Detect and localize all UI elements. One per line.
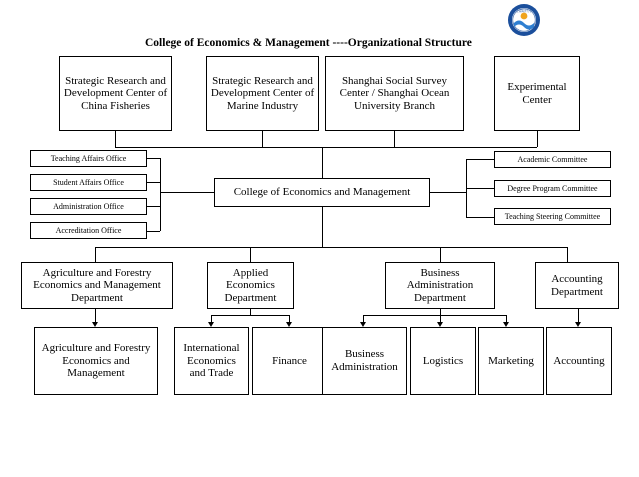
connector-left-to-center (160, 192, 214, 193)
committee-box-academic: Academic Committee (494, 151, 611, 168)
department-box-agriculture-forestry-economics: Agriculture and Forestry Economics and Management Department (21, 262, 173, 309)
committee-box-degree-program: Degree Program Committee (494, 180, 611, 197)
connector-dept-bus (95, 247, 567, 248)
connector-top-1 (115, 131, 116, 147)
connector-top-to-center (322, 147, 323, 178)
major-box-finance: Finance (252, 327, 327, 395)
office-box-teaching-affairs: Teaching Affairs Office (30, 150, 147, 167)
connector-dept-drop-1 (95, 247, 96, 262)
unit-box-strategic-marine-industry: Strategic Research and Development Center of Marine Industry (206, 56, 319, 131)
connector-left-stub-1 (147, 158, 160, 159)
major-box-agriculture-forestry-economics: Agriculture and Forestry Economics and Management (34, 327, 158, 395)
connector-business-bus (363, 315, 506, 316)
connector-right-stub-1 (466, 159, 494, 160)
unit-box-experimental-center: Experimental Center (494, 56, 580, 131)
department-box-business-administration: Business Administration Department (385, 262, 495, 309)
office-box-accreditation: Accreditation Office (30, 222, 147, 239)
committee-box-teaching-steering: Teaching Steering Committee (494, 208, 611, 225)
office-box-administration: Administration Office (30, 198, 147, 215)
office-box-student-affairs: Student Affairs Office (30, 174, 147, 191)
connector-left-stub-4 (147, 231, 160, 232)
connector-dept-drop-2 (250, 247, 251, 262)
connector-left-stub-2 (147, 182, 160, 183)
unit-box-shanghai-social-survey-center: Shanghai Social Survey Center / Shanghai Ocean University Branch (325, 56, 464, 131)
connector-right-stub-3 (466, 217, 494, 218)
connector-left-spine (160, 158, 161, 231)
connector-major-accounting (578, 309, 579, 323)
major-box-international-economics-trade: International Economics and Trade (174, 327, 249, 395)
major-box-marketing: Marketing (478, 327, 544, 395)
svg-text:上海海洋大学: 上海海洋大学 (516, 10, 532, 13)
connector-left-stub-3 (147, 206, 160, 207)
page-title: College of Economics & Management ----Organizational Structure (145, 37, 472, 49)
connector-dept-drop-3 (440, 247, 441, 262)
department-box-applied-economics: Applied Economics Department (207, 262, 294, 309)
major-box-business-administration: Business Administration (322, 327, 407, 395)
connector-top-3 (394, 131, 395, 147)
connector-top-2 (262, 131, 263, 147)
connector-top-bus (115, 147, 537, 148)
connector-major-agri (95, 309, 96, 323)
connector-applied-bus (211, 315, 289, 316)
major-box-accounting: Accounting (546, 327, 612, 395)
center-box-college: College of Economics and Management (214, 178, 430, 207)
university-logo (507, 3, 541, 37)
connector-right-stub-2 (466, 188, 494, 189)
connector-right-to-center (430, 192, 466, 193)
connector-top-4 (537, 131, 538, 147)
connector-center-to-dept-bus (322, 207, 323, 247)
department-box-accounting: Accounting Department (535, 262, 619, 309)
major-box-logistics: Logistics (410, 327, 476, 395)
connector-dept-drop-4 (567, 247, 568, 262)
unit-box-strategic-china-fisheries: Strategic Research and Development Center of China Fisheries (59, 56, 172, 131)
